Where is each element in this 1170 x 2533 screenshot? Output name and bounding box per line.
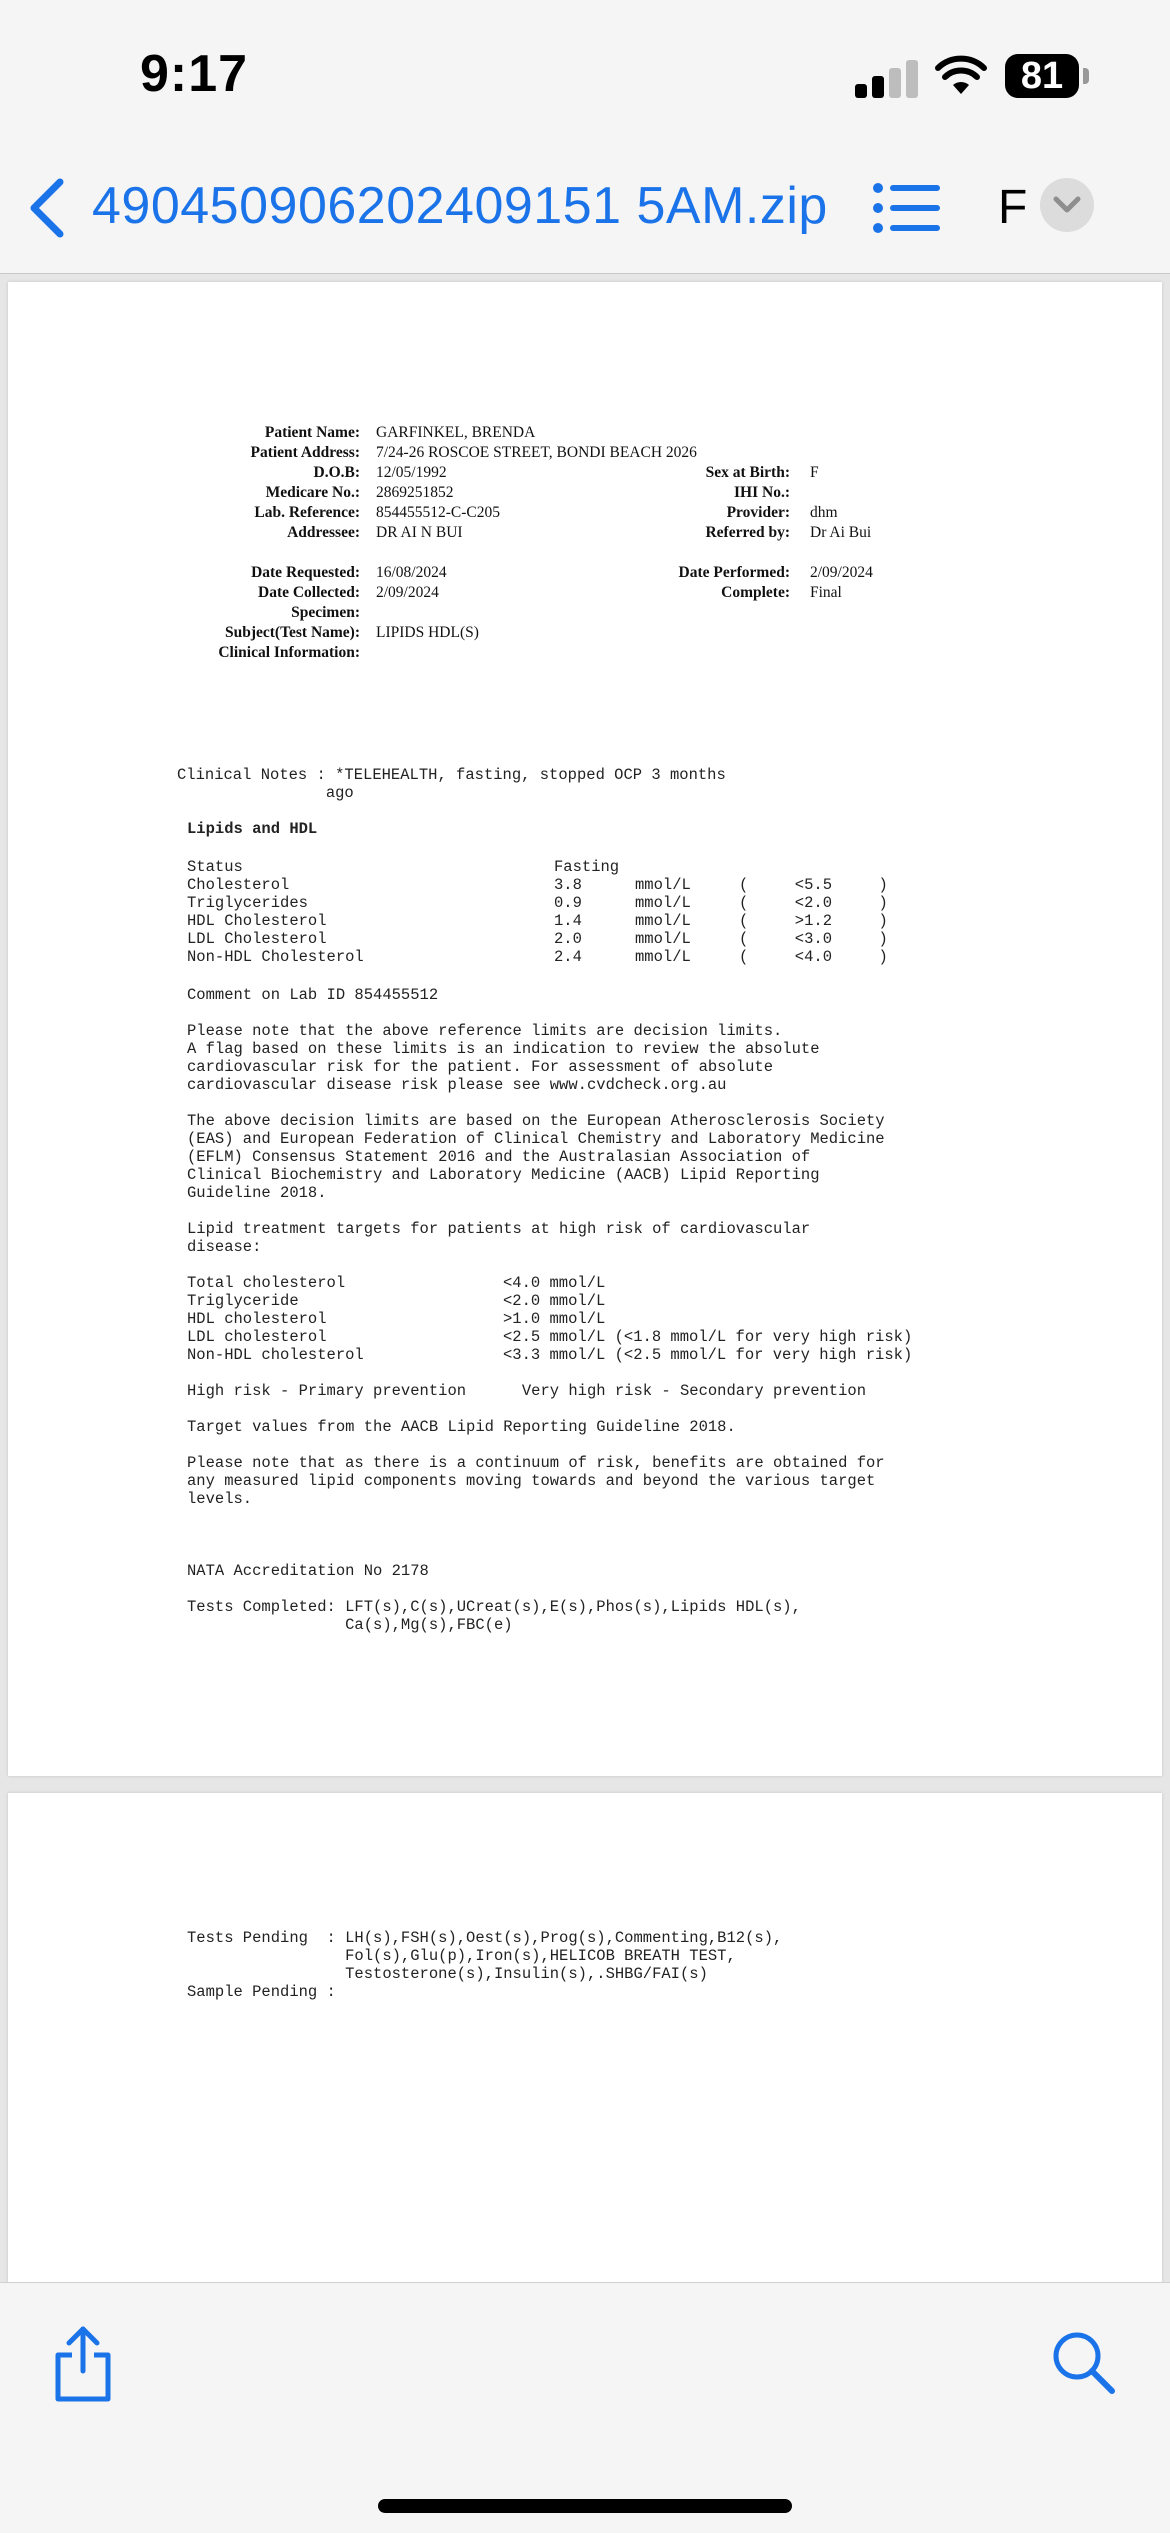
- subject: LIPIDS HDL(S): [376, 624, 479, 641]
- paragraph-line: cardiovascular risk for the patient. For assessment of absolute: [187, 1058, 773, 1076]
- result-name: Triglycerides: [187, 894, 308, 912]
- result-value: 3.8: [554, 876, 582, 894]
- date-performed: 2/09/2024: [810, 564, 873, 581]
- paragraph-line: The above decision limits are based on the European Atherosclerosis Society: [187, 1112, 885, 1130]
- patient-header: [30, 424, 1130, 664]
- patient-address: 7/24-26 ROSCOE STREET, BONDI BEACH 2026: [376, 444, 697, 461]
- sample-pending: Sample Pending :: [187, 1983, 336, 2001]
- result-range: ( <4.0 ): [739, 948, 888, 966]
- result-name: HDL Cholesterol: [187, 912, 327, 930]
- tests-completed-line-2: Ca(s),Mg(s),FBC(e): [187, 1616, 513, 1634]
- result-value: 2.0: [554, 930, 582, 948]
- clinical-notes-line-2: ago: [177, 784, 354, 802]
- battery-level: 81: [1005, 54, 1079, 98]
- chevron-left-icon[interactable]: [24, 174, 68, 242]
- specimen-label: Specimen:: [291, 604, 360, 621]
- provider-label: Provider:: [726, 504, 790, 521]
- subject-label: Subject(Test Name):: [224, 624, 360, 641]
- paragraph-line: A flag based on these limits is an indication to review the absolute: [187, 1040, 820, 1058]
- sex-label: Sex at Birth:: [705, 464, 790, 481]
- results-table: [187, 858, 947, 968]
- section-title: Lipids and HDL: [187, 820, 318, 838]
- referred: Dr Ai Bui: [810, 524, 872, 541]
- paragraph-line: levels.: [187, 1490, 253, 1508]
- document-page-2: [8, 1793, 1162, 2283]
- nav-bar: [0, 150, 1170, 274]
- clinical-notes-line-1: Clinical Notes : *TELEHEALTH, fasting, stopped OCP 3 months: [177, 766, 726, 784]
- document-page-1: [8, 282, 1162, 1776]
- result-unit: mmol/L: [635, 894, 691, 912]
- result-unit: mmol/L: [635, 930, 691, 948]
- paragraph-line: cardiovascular disease risk please see www.cvdcheck.org.au: [187, 1076, 727, 1094]
- paragraph-line: Clinical Biochemistry and Laboratory Medicine (AACB) Lipid Reporting: [187, 1166, 820, 1184]
- target-name: Triglyceride: [187, 1292, 299, 1310]
- target-value: <4.0 mmol/L: [503, 1274, 606, 1292]
- target-name: LDL cholesterol: [187, 1328, 327, 1346]
- status-bar: [0, 0, 1170, 150]
- paragraph-line: Lipid treatment targets for patients at high risk of cardiovascular: [187, 1220, 811, 1238]
- date-collected: 2/09/2024: [376, 584, 439, 601]
- paragraph-line: any measured lipid components moving towards and beyond the various target: [187, 1472, 876, 1490]
- medicare: 2869251852: [376, 484, 454, 501]
- result-range: ( >1.2 ): [739, 912, 888, 930]
- target-value: <2.5 mmol/L (<1.8 mmol/L for very high risk): [503, 1328, 913, 1346]
- tests-completed-line-1: Tests Completed: LFT(s),C(s),UCreat(s),E(s),Phos(s),Lipids HDL(s),: [187, 1598, 801, 1616]
- target-name: Non-HDL cholesterol: [187, 1346, 364, 1364]
- dob: 12/05/1992: [376, 464, 447, 481]
- result-name: Cholesterol: [187, 876, 290, 894]
- sex: F: [810, 464, 819, 481]
- date-requested: 16/08/2024: [376, 564, 447, 581]
- battery-icon: [1005, 54, 1089, 100]
- tests-pending-line-1: Tests Pending : LH(s),FSH(s),Oest(s),Prog(s),Commenting,B12(s),: [187, 1929, 783, 1947]
- medicare-label: Medicare No.:: [265, 484, 360, 501]
- truncated-title-glyph: F: [998, 181, 1028, 234]
- result-value: 2.4: [554, 948, 582, 966]
- patient-name: GARFINKEL, BRENDA: [376, 424, 536, 441]
- patient-name-label: Patient Name:: [264, 424, 360, 441]
- date-collected-label: Date Collected:: [258, 584, 360, 601]
- file-title: 490450906202409151 5AM.zip: [92, 177, 828, 235]
- bottom-toolbar: [0, 2282, 1170, 2533]
- share-icon[interactable]: [52, 2323, 114, 2403]
- paragraph-line: Please note that as there is a continuum of risk, benefits are obtained for: [187, 1454, 885, 1472]
- comment-heading: Comment on Lab ID 854455512: [187, 986, 439, 1004]
- lab-ref: 854455512-C-C205: [376, 504, 500, 521]
- result-unit: mmol/L: [635, 948, 691, 966]
- provider: dhm: [810, 504, 838, 521]
- target-name: HDL cholesterol: [187, 1310, 327, 1328]
- patient-address-label: Patient Address:: [250, 444, 360, 461]
- complete: Final: [810, 584, 842, 601]
- status-time: 9:17: [140, 45, 249, 103]
- result-name: Non-HDL Cholesterol: [187, 948, 364, 966]
- signal-icon: [855, 58, 917, 98]
- target-value: >1.0 mmol/L: [503, 1310, 606, 1328]
- date-performed-label: Date Performed:: [678, 564, 790, 581]
- lab-ref-label: Lab. Reference:: [254, 504, 360, 521]
- result-name: LDL Cholesterol: [187, 930, 327, 948]
- paragraph-line: disease:: [187, 1238, 262, 1256]
- result-name: Status: [187, 858, 243, 876]
- clinical-info-label: Clinical Information:: [218, 644, 360, 661]
- result-range: ( <3.0 ): [739, 930, 888, 948]
- result-range: ( <5.5 ): [739, 876, 888, 894]
- wifi-icon: [935, 54, 987, 96]
- target-source: Target values from the AACB Lipid Reporting Guideline 2018.: [187, 1418, 736, 1436]
- target-name: Total cholesterol: [187, 1274, 346, 1292]
- result-value: Fasting: [554, 858, 620, 876]
- search-icon[interactable]: [1050, 2329, 1116, 2395]
- target-value: <2.0 mmol/L: [503, 1292, 606, 1310]
- tests-pending-line-2: Fol(s),Glu(p),Iron(s),HELICOB BREATH TEST,: [187, 1947, 736, 1965]
- nata-accreditation: NATA Accreditation No 2178: [187, 1562, 429, 1580]
- result-unit: mmol/L: [635, 912, 691, 930]
- chevron-down-icon[interactable]: [1040, 178, 1094, 232]
- result-range: ( <2.0 ): [739, 894, 888, 912]
- paragraph-line: (EAS) and European Federation of Clinical Chemistry and Laboratory Medicine: [187, 1130, 885, 1148]
- referred-label: Referred by:: [705, 524, 790, 541]
- risk-line: High risk - Primary prevention Very high risk - Secondary prevention: [187, 1382, 867, 1400]
- tests-pending-line-3: Testosterone(s),Insulin(s),.SHBG/FAI(s): [187, 1965, 708, 1983]
- target-value: <3.3 mmol/L (<2.5 mmol/L for very high risk): [503, 1346, 913, 1364]
- date-requested-label: Date Requested:: [251, 564, 360, 581]
- addressee: DR AI N BUI: [376, 524, 463, 541]
- addressee-label: Addressee:: [287, 524, 360, 541]
- complete-label: Complete:: [721, 584, 790, 601]
- result-unit: mmol/L: [635, 876, 691, 894]
- ihi-label: IHI No.:: [734, 484, 790, 501]
- list-icon[interactable]: [872, 180, 942, 236]
- dob-label: D.O.B:: [313, 464, 360, 481]
- result-value: 1.4: [554, 912, 582, 930]
- result-value: 0.9: [554, 894, 582, 912]
- paragraph-line: (EFLM) Consensus Statement 2016 and the Australasian Association of: [187, 1148, 811, 1166]
- home-indicator: [378, 2499, 792, 2513]
- paragraph-line: Please note that the above reference limits are decision limits.: [187, 1022, 783, 1040]
- paragraph-line: Guideline 2018.: [187, 1184, 327, 1202]
